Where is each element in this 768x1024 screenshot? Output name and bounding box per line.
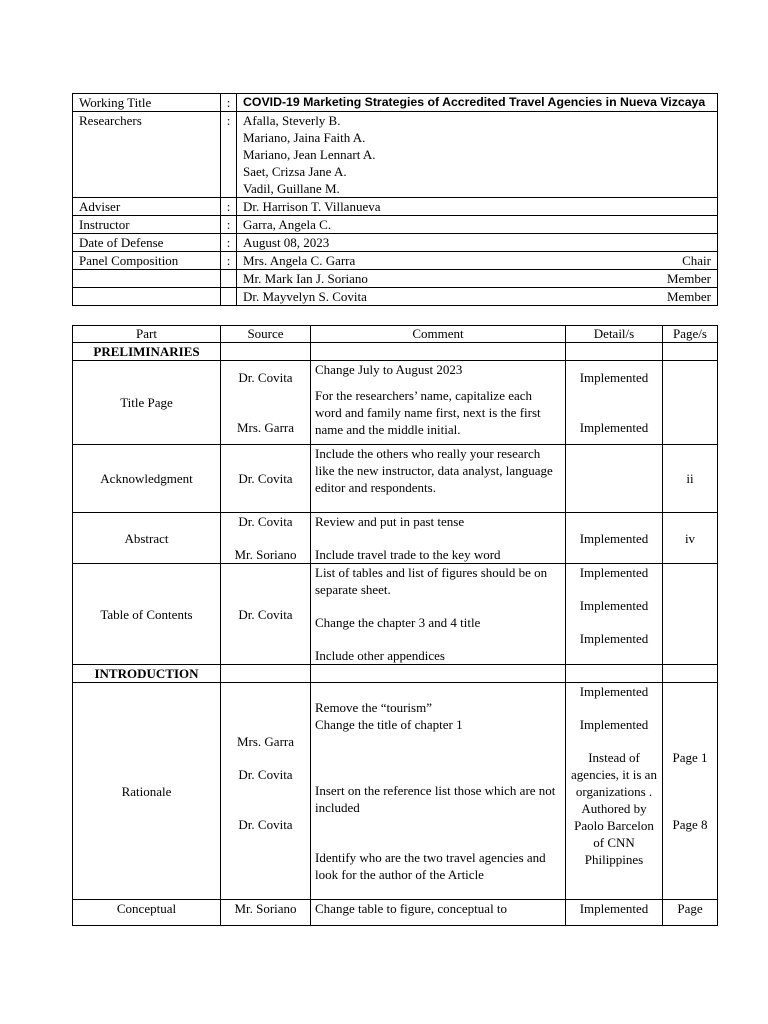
- researcher-name: Vadil, Guillane M.: [243, 181, 340, 196]
- defense-date-label: Date of Defense: [73, 234, 221, 252]
- detail-text: Implemented: [579, 598, 649, 613]
- detail-cell: [566, 361, 663, 445]
- colon: :: [221, 234, 237, 252]
- detail-cell: [566, 445, 663, 513]
- source-name: Mr. Soriano: [234, 547, 297, 562]
- colon: :: [221, 198, 237, 216]
- detail-text: Implemented: [579, 420, 649, 435]
- page-cell: [663, 361, 718, 445]
- source-cell: [221, 513, 311, 564]
- source-name: Dr. Covita: [238, 514, 293, 529]
- section-row: [73, 343, 718, 361]
- researcher-name: Afalla, Steverly B.: [243, 113, 341, 128]
- header-details: Detail/s: [566, 326, 663, 343]
- detail-text: Implemented: [566, 900, 663, 926]
- comment-cell: [311, 361, 566, 445]
- colon: :: [221, 112, 237, 198]
- part-conceptual: Conceptual: [73, 900, 221, 926]
- table-row: [73, 900, 718, 926]
- header-source: Source: [221, 326, 311, 343]
- panel-label: Panel Composition: [73, 252, 221, 270]
- source-name: Mrs. Garra: [236, 734, 295, 749]
- empty-cell: [73, 288, 221, 306]
- source-name: Dr. Covita: [238, 370, 293, 385]
- table-row: [73, 513, 718, 564]
- panel-member-name: Mr. Mark Ian J. Soriano: [243, 271, 368, 286]
- comment-text: Change the chapter 3 and 4 title: [315, 615, 481, 630]
- detail-text: Implemented: [579, 631, 649, 646]
- source-cell: [221, 361, 311, 445]
- comment-text: Include travel trade to the key word: [315, 547, 501, 562]
- comment-text: Include other appendices: [315, 648, 445, 663]
- source-name: Mr. Soriano: [221, 900, 311, 926]
- review-comments-table: [72, 325, 718, 926]
- header-comment: Comment: [311, 326, 566, 343]
- adviser-name: Dr. Harrison T. Villanueva: [237, 198, 718, 216]
- panel-member-name: Dr. Mayvelyn S. Covita: [243, 289, 367, 304]
- panel-member-role: Member: [666, 271, 711, 286]
- table-row: [73, 564, 718, 665]
- comment-text: For the researchers’ name, capitalize each word and family name first, next is the first name and the middle initial.: [315, 388, 541, 437]
- part-title-page: Title Page: [73, 361, 221, 445]
- table-row: [73, 361, 718, 445]
- source-name: Dr. Covita: [221, 445, 311, 513]
- comment-text: Review and put in past tense: [315, 514, 465, 529]
- comment-cell: [311, 564, 566, 665]
- header-pages: Page/s: [663, 326, 718, 343]
- page-number: Page 1: [672, 750, 708, 765]
- instructor-name: Garra, Angela C.: [237, 216, 718, 234]
- source-name: Dr. Covita: [221, 564, 311, 665]
- detail-text: Implemented: [579, 370, 649, 385]
- working-title: COVID-19 Marketing Strategies of Accredited Travel Agencies in Nueva Vizcaya: [237, 94, 718, 112]
- page-cell: [663, 683, 718, 900]
- section-row: [73, 665, 718, 683]
- adviser-label: Adviser: [73, 198, 221, 216]
- source-name: Mrs. Garra: [236, 420, 295, 435]
- detail-text: Implemented: [566, 513, 663, 564]
- researchers-list: [237, 112, 718, 198]
- panel-member: [237, 252, 718, 270]
- comment-text: Identify who are the two travel agencies and look for the author of the Article: [315, 850, 546, 882]
- colon: :: [221, 94, 237, 112]
- comment-text: Include the others who really your research like the new instructor, data analyst, language editor and respondents.: [311, 445, 566, 513]
- comment-cell: [311, 683, 566, 900]
- header-part: Part: [73, 326, 221, 343]
- page-cell: [663, 564, 718, 665]
- page-number: Page 8: [672, 817, 708, 832]
- comment-text: Remove the “tourism”: [315, 700, 432, 715]
- table-row: [73, 445, 718, 513]
- empty-cell: [73, 270, 221, 288]
- instructor-label: Instructor: [73, 216, 221, 234]
- part-abstract: Abstract: [73, 513, 221, 564]
- detail-text: Implemented: [579, 565, 649, 580]
- comment-text: Change the title of chapter 1: [315, 717, 463, 732]
- source-cell: [221, 683, 311, 900]
- comment-text: Change July to August 2023: [315, 362, 463, 377]
- part-table-of-contents: Table of Contents: [73, 564, 221, 665]
- colon: :: [221, 252, 237, 270]
- colon: :: [221, 216, 237, 234]
- detail-cell: [566, 683, 663, 900]
- empty-cell: [221, 288, 237, 306]
- detail-text: Implemented: [579, 684, 649, 699]
- empty-cell: [221, 270, 237, 288]
- detail-text: Instead of agencies, it is an organizations . Authored by Paolo Barcelon of CNN Philippines: [571, 750, 657, 867]
- page-number: Page: [663, 900, 718, 926]
- detail-cell: [566, 564, 663, 665]
- panel-member: [237, 288, 718, 306]
- working-title-label: Working Title: [73, 94, 221, 112]
- section-preliminaries: PRELIMINARIES: [73, 343, 221, 361]
- panel-member-name: Mrs. Angela C. Garra: [243, 253, 356, 268]
- comment-text: List of tables and list of figures should be on separate sheet.: [315, 565, 548, 597]
- part-rationale: Rationale: [73, 683, 221, 900]
- researcher-name: Mariano, Jean Lennart A.: [243, 147, 376, 162]
- page-number: ii: [663, 445, 718, 513]
- thesis-info-table: [72, 93, 718, 306]
- defense-date: August 08, 2023: [237, 234, 718, 252]
- panel-member-role: Member: [666, 289, 711, 304]
- source-name: Dr. Covita: [238, 767, 293, 782]
- page-number: iv: [663, 513, 718, 564]
- panel-member-role: Chair: [682, 253, 711, 268]
- section-introduction: INTRODUCTION: [73, 665, 221, 683]
- comment-text: Insert on the reference list those which are not included: [315, 783, 556, 815]
- source-name: Dr. Covita: [238, 817, 293, 832]
- detail-text: Implemented: [579, 717, 649, 732]
- researcher-name: Saet, Crizsa Jane A.: [243, 164, 347, 179]
- part-acknowledgment: Acknowledgment: [73, 445, 221, 513]
- comment-cell: [311, 513, 566, 564]
- panel-member: [237, 270, 718, 288]
- comment-text: Change table to figure, conceptual to: [311, 900, 566, 926]
- table-header-row: [73, 326, 718, 343]
- researcher-name: Mariano, Jaina Faith A.: [243, 130, 366, 145]
- table-row: [73, 683, 718, 900]
- researchers-label: Researchers: [73, 112, 221, 198]
